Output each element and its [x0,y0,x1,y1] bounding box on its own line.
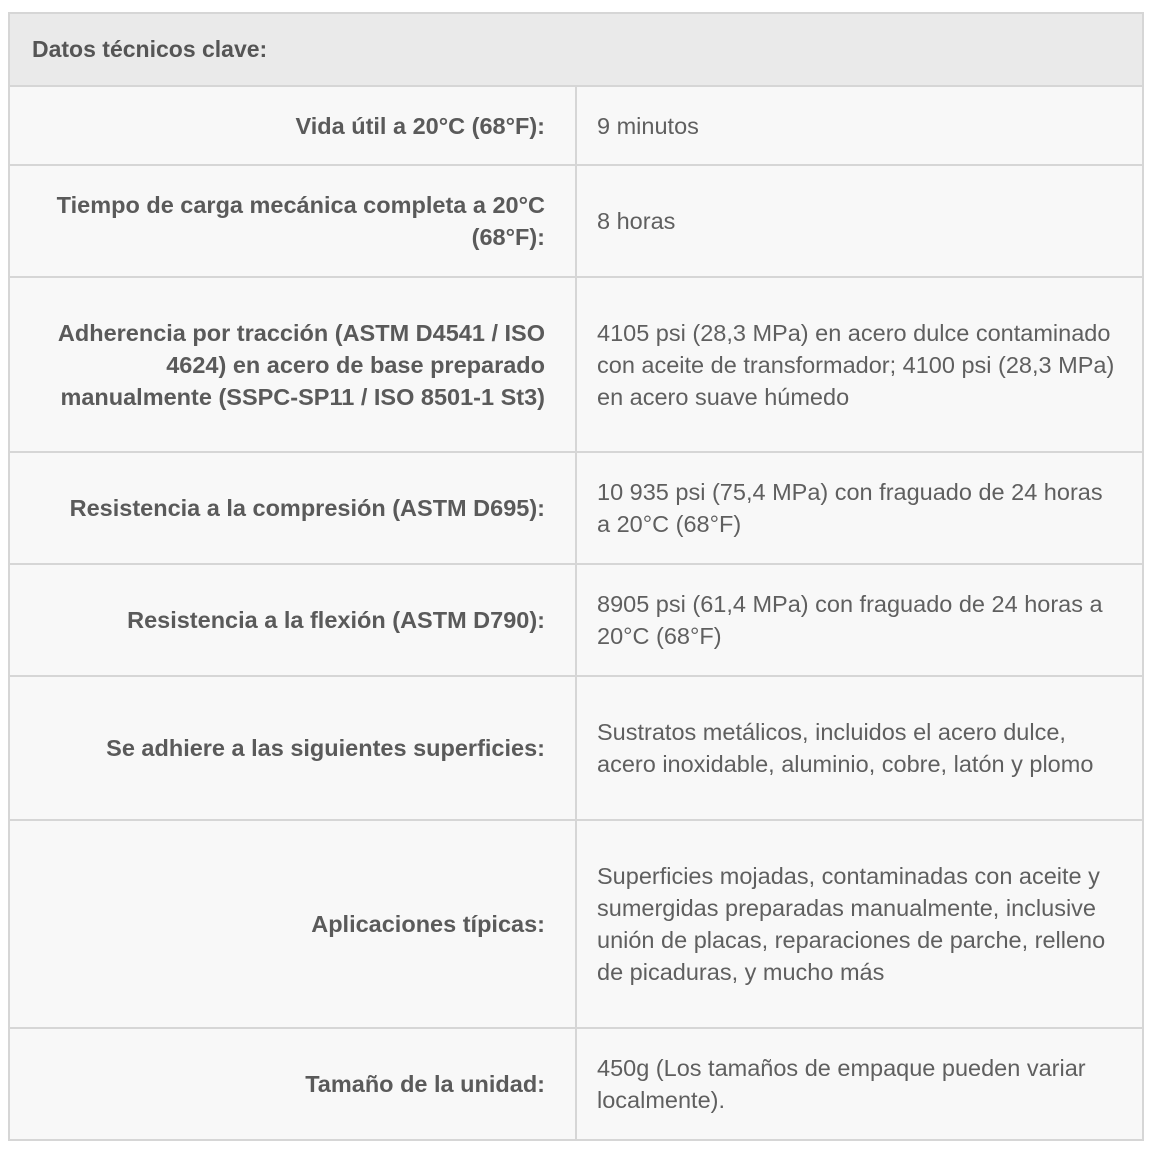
row-value: Superficies mojadas, contaminadas con aceite y sumergidas preparadas manualmente, inclusive unión de placas, reparaciones de parche, relleno de picaduras, y mucho más [576,820,1143,1028]
row-value: 450g (Los tamaños de empaque pueden variar localmente). [576,1028,1143,1140]
row-label: Resistencia a la flexión (ASTM D790): [9,564,576,676]
row-value: Sustratos metálicos, incluidos el acero dulce, acero inoxidable, aluminio, cobre, latón y plomo [576,676,1143,820]
row-value: 9 minutos [576,86,1143,165]
table-row [9,564,1143,676]
table-row [9,676,1143,820]
row-value: 4105 psi (28,3 MPa) en acero dulce contaminado con aceite de transformador; 4100 psi (28,3 MPa) en acero suave húmedo [576,277,1143,452]
table-row [9,277,1143,452]
table-row [9,86,1143,165]
table-title: Datos técnicos clave: [9,13,1143,86]
row-label: Resistencia a la compresión (ASTM D695): [9,452,576,564]
row-label: Tiempo de carga mecánica completa a 20°C (68°F): [9,165,576,277]
row-value: 8905 psi (61,4 MPa) con fraguado de 24 horas a 20°C (68°F) [576,564,1143,676]
table-header-row [9,13,1143,86]
technical-data-table [8,12,1144,1141]
table-row [9,452,1143,564]
row-label: Tamaño de la unidad: [9,1028,576,1140]
table-row [9,1028,1143,1140]
table-row [9,820,1143,1028]
row-label: Aplicaciones típicas: [9,820,576,1028]
row-value: 10 935 psi (75,4 MPa) con fraguado de 24 horas a 20°C (68°F) [576,452,1143,564]
row-label: Se adhiere a las siguientes superficies: [9,676,576,820]
row-label: Adherencia por tracción (ASTM D4541 / ISO 4624) en acero de base preparado manualmente (SSPC-SP11 / ISO 8501-1 St3) [9,277,576,452]
table-row [9,165,1143,277]
row-value: 8 horas [576,165,1143,277]
row-label: Vida útil a 20°C (68°F): [9,86,576,165]
